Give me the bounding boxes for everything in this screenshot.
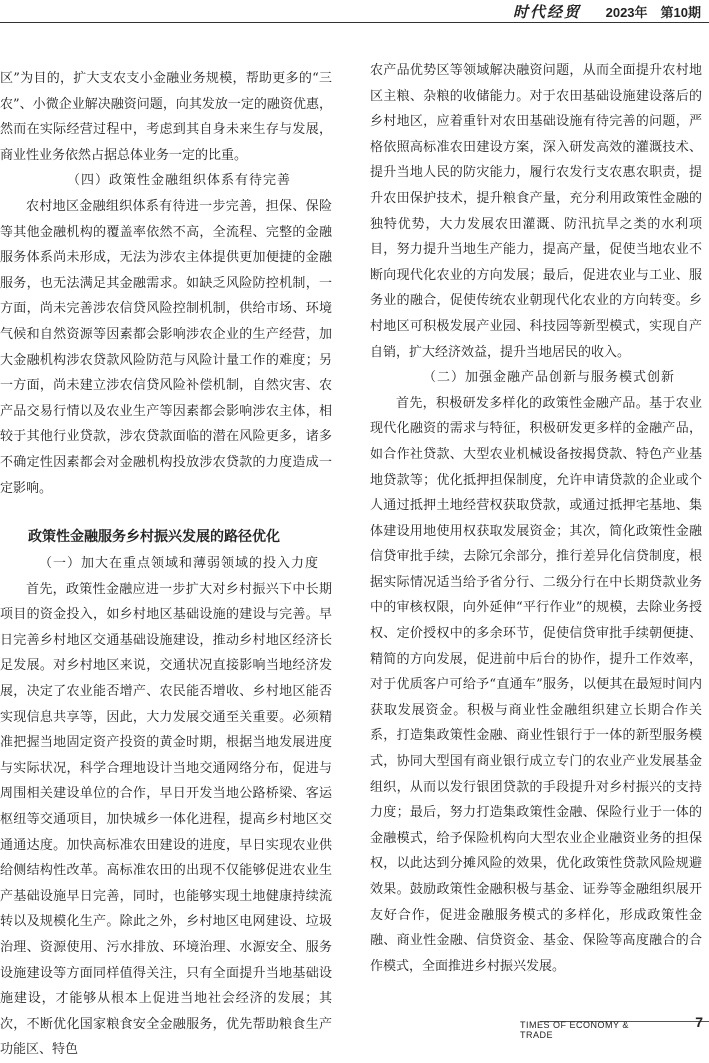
- paragraph: 区”为目的，扩大支农支小金融业务规模，帮助更多的“三农”、小微企业解决融资问题，向其发放一定的融资优惠，然而在实际经营过程中，考虑到其自身未来生存与发展，商业性业务依然占据总体业务一定的比重。: [0, 71, 332, 163]
- subheading: （一）加大在重点领域和薄弱领域的投入力度: [38, 556, 319, 572]
- subheading: （二）加强金融产品创新与服务模式创新: [422, 370, 675, 386]
- page-number: 7: [695, 1014, 703, 1030]
- spacer: [0, 501, 332, 523]
- paragraph: 首先，政策性金融应进一步扩大对乡村振兴下中长期项目的资金投入，如乡村地区基础设施的建设与完善。早日完善乡村地区交通基础设施建设，推动乡村地区经济长足发展。对乡村地区来说，交通状况直接影响当地经济发展，决定了农业能否增产、农民能否增收、乡村地区能否实现信息共享等，因此，大力发展交通至关重要。必须精准把握当地固定资产投资的黄金时期，根据当地发展进度与实际状况，科学合理地设计当地交通网络分布，促进与周围相关建设单位的合作，早日开发当地公路桥梁、客运枢纽等交通项目，加快城乡一体化进程，提高乡村地区交通通达度。加快高标准农田建设的进度，早日实现农业供给侧结构性改革。高标准农田的出现不仅能够促进农业生产基础设施早日完善，同时，也能够实现土地健康持续流转以及规模化生产。除此之外，乡村地区电网建设、垃圾治理、资源使用、污水排放、环境治理、水源安全、服务设施建设等方面同样值得关注，只有全面提升当地基础设施建设，才能够从根本上促进当地社会经济的发展；其次，不断优化国家粮食安全金融服务，优先帮助粮食生产功能区、特色: [0, 581, 332, 1058]
- page-header: [0, 0, 709, 23]
- journal-name: 时代经贸: [512, 3, 581, 21]
- subheading: （四）政策性金融组织体系有待完善: [66, 173, 291, 189]
- paragraph: 农村地区金融组织体系有待进一步完善，担保、保险等其他金融机构的覆盖率依然不高，全流程、完整的金融服务体系尚未形成，无法为涉农主体提供更加便捷的金融服务，也无法满足其金融需求。如缺乏风险防控机制，一方面，尚未完善涉农信贷风险控制机制，供给市场、环境气候和自然资源等因素都会影响涉农企业的生产经营，加大金融机构涉农贷款风险防范与风险计量工作的难度；另一方面，尚未建立涉农信贷风险补偿机制，自然灾害、农产品交易行情以及农业生产等因素都会影响涉农主体，相较于其他行业贷款，涉农贷款面临的潜在风险更多，诸多不确定性因素都会对金融机构投放涉农贷款的力度造成一定影响。: [0, 198, 332, 496]
- issue-number: 2023年 第10期: [605, 5, 701, 20]
- left-column: [0, 66, 332, 1063]
- page-footer: [520, 1014, 709, 1038]
- right-column: [370, 58, 702, 979]
- paragraph: 农产品优势区等领域解决融资问题，从而全面提升农村地区主粮、杂粮的收储能力。对于农田基础设施建设落后的乡村地区，应着重针对农田基础设施有待完善的问题，严格依照高标准农田建设方案，深入研发高效的灌溉技术、提升当地人民的防灾能力，履行农发行支农惠农职责，提升农田保护技术，提升粮食产量，充分利用政策性金融的独特优势，大力发展农田灌溉、防汛抗旱之类的水利项目，努力提升当地生产能力，提高产量，促使当地农业不断向现代化农业的方向发展；最后，促进农业与工业、服务业的融合，促使传统农业朝现代化农业的方向转变。乡村地区可积极发展产业园、科技园等新型模式，实现自产自销，扩大经济效益，提升当地居民的收入。: [370, 63, 702, 360]
- journal-english-name: TIMES OF ECONOMY & TRADE: [520, 1020, 629, 1040]
- paragraph: 首先，积极研发多样化的政策性金融产品。基于农业现代化融资的需求与特征，积极研发更多样的金融产品，如合作社贷款、大型农业机械设备按揭贷款、特色产业基地贷款等；优化抵押担保制度，允许申请贷款的企业或个人通过抵押土地经营权获取贷款，或通过抵押宅基地、集体建设用地使用权获取发展资金；其次，简化政策性金融信贷审批手续，去除冗余部分，推行差异化信贷制度，根据实际情况适当给予省分行、二级分行在中长期贷款业务中的审核权限，向外延伸“平行作业”的规模，去除业务授权、定价授权中的多余环节，促使信贷审批手续朝便捷、精简的方向发展，促进前中后台的协作，提升工作效率，对于优质客户可给予“直通车”服务，以便其在最短时间内获取发展资金。积极与商业性金融组织建立长期合作关系，打造集政策性金融、商业性银行于一体的新型服务模式，协同大型国有商业银行成立专门的农业产业发展基金组织，从而以发行银团贷款的手段提升对乡村振兴的支持力度；最后，努力打造集政策性金融、保险行业于一体的金融模式，给予保险机构向大型农业企业融资业务的担保权，以此达到分摊风险的效果，优化政策性贷款风险规避效果。鼓励政策性金融积极与基金、证券等金融组织展开友好合作，促进金融服务模式的多样化，形成政策性金融、商业性金融、信贷资金、基金、保险等高度融合的合作模式，全面推进乡村振兴发展。: [370, 395, 702, 974]
- section-title: 政策性金融服务乡村振兴发展的路径优化: [28, 529, 280, 546]
